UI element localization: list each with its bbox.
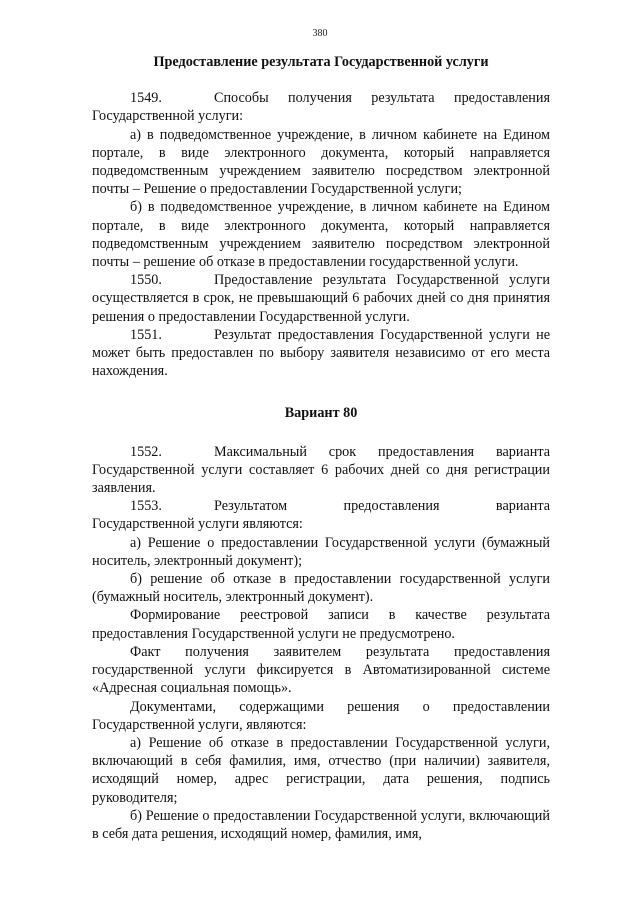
page-number: 380: [312, 28, 328, 39]
paragraph-1553-a: а) Решение о предоставлении Государственной услуги (бумажный носитель, электронный документ);: [92, 534, 550, 569]
paragraph-1549-a: а) в подведомственное учреждение, в личном кабинете на Едином портале, в виде электронного документа, который направляется подведомственным учреждением заявителю посредством электронной почты – Решение о предоставлении Государственной услуги;: [92, 126, 550, 198]
paragraph-number: 1550.: [130, 272, 162, 289]
section-title-result: Предоставление результата Государственной услуги: [153, 54, 489, 70]
paragraph-text: Результат предоставления Государственной услуги не может быть предоставлен по выбору заявителя независимо от его места нахождения.: [92, 326, 550, 380]
paragraph-number: 1552.: [130, 443, 162, 460]
paragraph-1553-b: б) решение об отказе в предоставлении государственной услуги (бумажный носитель, электронный документ).: [92, 571, 550, 606]
section-title-variant: Вариант 80: [284, 405, 358, 422]
paragraph-documents-a: а) Решение об отказе в предоставлении Государственной услуги, включающий в себя фамилия, имя, отчество (при наличии) заявителя, исходящий номер, адрес регистрации, дата решения, подпись руководителя;: [92, 734, 550, 806]
paragraph-1553: [92, 497, 550, 533]
paragraph-text: Предоставление результата Государственной услуги осуществляется в срок, не превышающий 6 рабочих дней со дня принятия решения о предоставлении Государственной услуги.: [92, 272, 550, 325]
paragraph-number: 1551.: [130, 326, 162, 343]
paragraph-1551: [92, 326, 550, 381]
paragraph-number: 1553.: [130, 498, 162, 515]
paragraph-1549: [92, 89, 550, 125]
paragraph-text: Результатом предоставления варианта Государственной услуги являются:: [92, 498, 550, 533]
paragraph-1549-b: б) в подведомственное учреждение, в личном кабинете на Едином портале, в виде электронного документа, который направляется подведомственным учреждением заявителю посредством электронной почты – решение об отказе в предоставлении государственной услуги.: [92, 199, 550, 271]
paragraph-1552: [92, 443, 550, 498]
paragraph-1550: [92, 271, 550, 326]
paragraph-registry: Формирование реестровой записи в качестве результата предоставления Государственной услуги не предусмотрено.: [92, 607, 550, 642]
document-body: [92, 53, 550, 843]
paragraph-documents: Документами, содержащими решения о предоставлении Государственной услуги, являются:: [92, 698, 550, 733]
paragraph-fact: Факт получения заявителем результата предоставления государственной услуги фиксируется в Автоматизированной системе «Адресная социальная помощь».: [92, 643, 550, 697]
paragraph-documents-b: б) Решение о предоставлении Государственной услуги, включающий в себя дата решения, исходящий номер, фамилия, имя,: [92, 807, 550, 842]
paragraph-text: Максимальный срок предоставления варианта Государственной услуги составляет 6 рабочих дней со дня регистрации заявления.: [92, 443, 550, 497]
paragraph-text: Способы получения результата предоставления Государственной услуги:: [92, 90, 550, 125]
paragraph-number: 1549.: [130, 90, 162, 107]
